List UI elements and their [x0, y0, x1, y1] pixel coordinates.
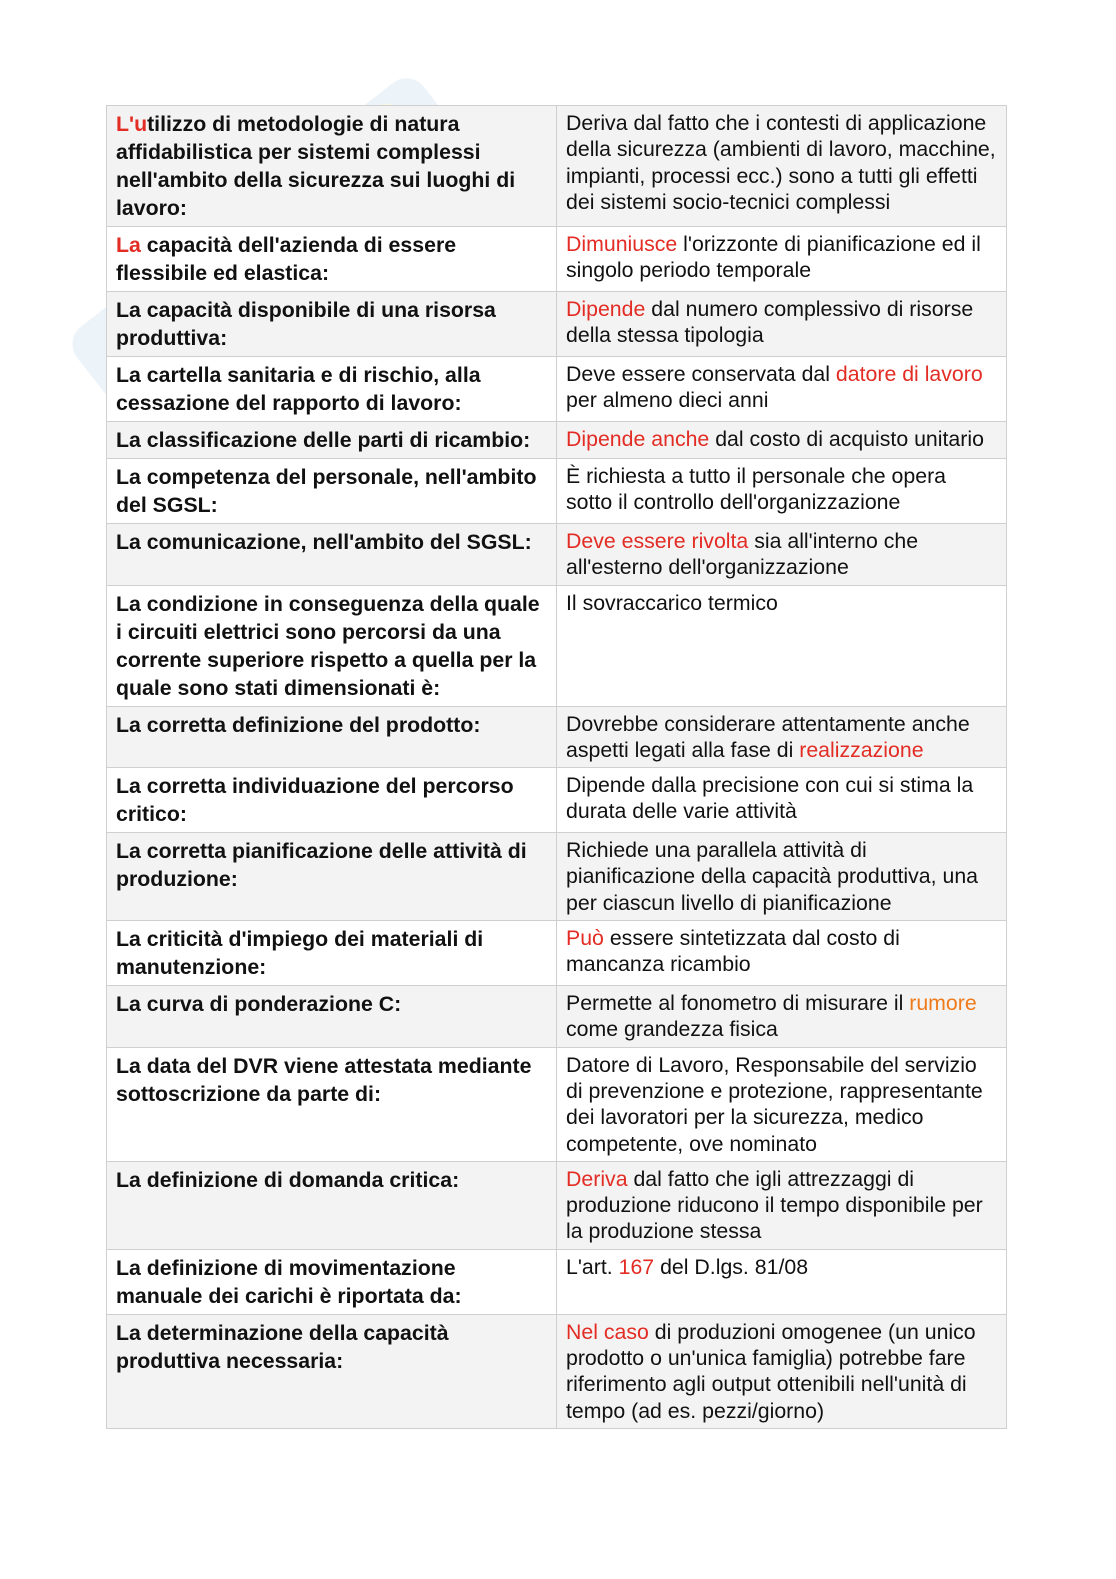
- table-row: [107, 227, 1007, 292]
- answer-text: Datore di Lavoro, Responsabile del servizio di prevenzione e protezione, rappresentante dei lavoratori per la sicurezza, medico competente, ove nominato: [566, 1052, 983, 1156]
- question-text: La definizione di movimentazione manuale dei carichi è riportata da:: [116, 1255, 462, 1308]
- question-cell: [107, 986, 557, 1048]
- answer-text: per almeno dieci anni: [566, 388, 769, 413]
- answer-text: sia all'interno che all'esterno dell'organizzazione: [566, 529, 919, 580]
- answer-prefix: L'art.: [566, 1254, 619, 1279]
- question-text: tilizzo di metodologie di natura affidabilistica per sistemi complessi nell'ambito della sicurezza sui luoghi di lavoro:: [116, 112, 516, 220]
- table-row: [107, 459, 1007, 524]
- answer-text: Dipende dalla precisione con cui si stima la durata delle varie attività: [566, 773, 974, 824]
- answer-prefix: Dovrebbe considerare attentamente anche aspetti legati alla fase di: [566, 711, 970, 762]
- question-text: La classificazione delle parti di ricambio:: [116, 428, 531, 452]
- question-text: La competenza del personale, nell'ambito del SGSL:: [116, 465, 537, 517]
- answer-cell: [557, 986, 1007, 1048]
- table-row: [107, 292, 1007, 357]
- answer-highlight: Nel caso: [566, 1319, 649, 1344]
- question-cell: [107, 706, 557, 768]
- answer-prefix: Permette al fonometro di misurare il: [566, 991, 910, 1016]
- table-row: [107, 524, 1007, 586]
- question-text: La capacità disponibile di una risorsa produttiva:: [116, 298, 496, 350]
- answer-highlight: Deve essere rivolta: [566, 529, 749, 553]
- question-text: La data del DVR viene attestata mediante sottoscrizione da parte di:: [116, 1053, 532, 1106]
- answer-cell: [557, 585, 1007, 706]
- answer-text: l'orizzonte di pianificazione ed il singolo periodo temporale: [566, 232, 981, 283]
- question-text: La comunicazione, nell'ambito del SGSL:: [116, 530, 532, 554]
- answer-highlight: Dipende: [566, 297, 646, 321]
- question-highlight: La: [116, 233, 141, 257]
- answer-cell: [557, 357, 1007, 422]
- question-cell: [107, 1161, 557, 1249]
- answer-cell: [557, 524, 1007, 586]
- question-cell: [107, 1314, 557, 1428]
- question-cell: [107, 833, 557, 921]
- question-cell: [107, 1249, 557, 1314]
- answer-text: del D.lgs. 81/08: [654, 1254, 809, 1279]
- question-highlight: L'u: [116, 112, 148, 136]
- table-row: [107, 585, 1007, 706]
- question-text: La determinazione della capacità produttiva necessaria:: [116, 1320, 449, 1373]
- question-text: La corretta individuazione del percorso critico:: [116, 774, 514, 827]
- answer-highlight: Dipende anche: [566, 427, 710, 451]
- answer-highlight: Può: [566, 926, 604, 951]
- table-row: [107, 106, 1007, 227]
- table-row: [107, 1249, 1007, 1314]
- question-cell: [107, 524, 557, 586]
- question-text: La cartella sanitaria e di rischio, alla cessazione del rapporto di lavoro:: [116, 363, 481, 415]
- answer-highlight: datore di lavoro: [835, 362, 983, 386]
- question-cell: [107, 585, 557, 706]
- answer-highlight: Deriva: [566, 1166, 628, 1191]
- answer-cell: [557, 459, 1007, 524]
- answer-cell: [557, 1249, 1007, 1314]
- answer-text: dal fatto che igli attrezzaggi di produzione riducono il tempo disponibile per la produzione stessa: [566, 1166, 983, 1244]
- table-row: [107, 986, 1007, 1048]
- answer-text: come grandezza fisica: [566, 1017, 778, 1042]
- answer-cell: [557, 768, 1007, 833]
- question-cell: [107, 227, 557, 292]
- answer-text: Deriva dal fatto che i contesti di applicazione della sicurezza (ambienti di lavoro, macchine, impianti, processi ecc.) sono a tutti gli effetti dei sistemi socio-tecnici complessi: [566, 111, 996, 214]
- question-cell: [107, 768, 557, 833]
- answer-highlight: Dimuniusce: [566, 232, 678, 256]
- question-text: La definizione di domanda critica:: [116, 1167, 460, 1192]
- table-row: [107, 1047, 1007, 1161]
- answer-cell: [557, 292, 1007, 357]
- answer-cell: [557, 921, 1007, 986]
- table-row: [107, 422, 1007, 459]
- answer-highlight-orange: rumore: [909, 991, 977, 1016]
- question-text: La corretta definizione del prodotto:: [116, 712, 481, 737]
- answer-prefix: Deve essere conservata dal: [566, 362, 836, 386]
- table-row: [107, 921, 1007, 986]
- question-cell: [107, 357, 557, 422]
- answer-cell: [557, 106, 1007, 227]
- question-cell: [107, 422, 557, 459]
- question-text: La corretta pianificazione delle attività di produzione:: [116, 839, 527, 892]
- table-row: [107, 768, 1007, 833]
- question-text: capacità dell'azienda di essere flessibile ed elastica:: [116, 233, 457, 285]
- question-cell: [107, 106, 557, 227]
- answer-cell: [557, 1314, 1007, 1428]
- qa-table: [106, 105, 1007, 1429]
- answer-cell: [557, 1047, 1007, 1161]
- answer-cell: [557, 1161, 1007, 1249]
- table-row: [107, 833, 1007, 921]
- question-text: La curva di ponderazione C:: [116, 992, 402, 1017]
- question-cell: [107, 459, 557, 524]
- answer-cell: [557, 422, 1007, 459]
- answer-text: dal costo di acquisto unitario: [709, 427, 984, 451]
- answer-cell: [557, 833, 1007, 921]
- question-cell: [107, 292, 557, 357]
- question-text: La condizione in conseguenza della quale i circuiti elettrici sono percorsi da una corrente superiore rispetto a quella per la quale sono stati dimensionati è:: [116, 591, 540, 700]
- table-row: [107, 706, 1007, 768]
- answer-cell: [557, 227, 1007, 292]
- answer-highlight: realizzazione: [799, 737, 924, 762]
- table-row: [107, 1314, 1007, 1428]
- answer-text: Il sovraccarico termico: [566, 590, 778, 615]
- table-row: [107, 357, 1007, 422]
- question-text: La criticità d'impiego dei materiali di manutenzione:: [116, 927, 484, 980]
- answer-cell: [557, 706, 1007, 768]
- answer-text: Richiede una parallela attività di pianificazione della capacità produttiva, una per ciascun livello di pianificazione: [566, 838, 979, 915]
- question-cell: [107, 1047, 557, 1161]
- answer-text: dal numero complessivo di risorse della stessa tipologia: [566, 297, 974, 348]
- answer-text: essere sintetizzata dal costo di mancanza ricambio: [566, 926, 900, 977]
- answer-highlight: 167: [618, 1254, 655, 1279]
- table-row: [107, 1161, 1007, 1249]
- question-cell: [107, 921, 557, 986]
- answer-text: È richiesta a tutto il personale che opera sotto il controllo dell'organizzazione: [566, 464, 947, 515]
- answer-text: di produzioni omogenee (un unico prodotto o un'unica famiglia) potrebbe fare riferimento agli output ottenibili nell'unità di tempo (ad es. pezzi/giorno): [566, 1319, 976, 1423]
